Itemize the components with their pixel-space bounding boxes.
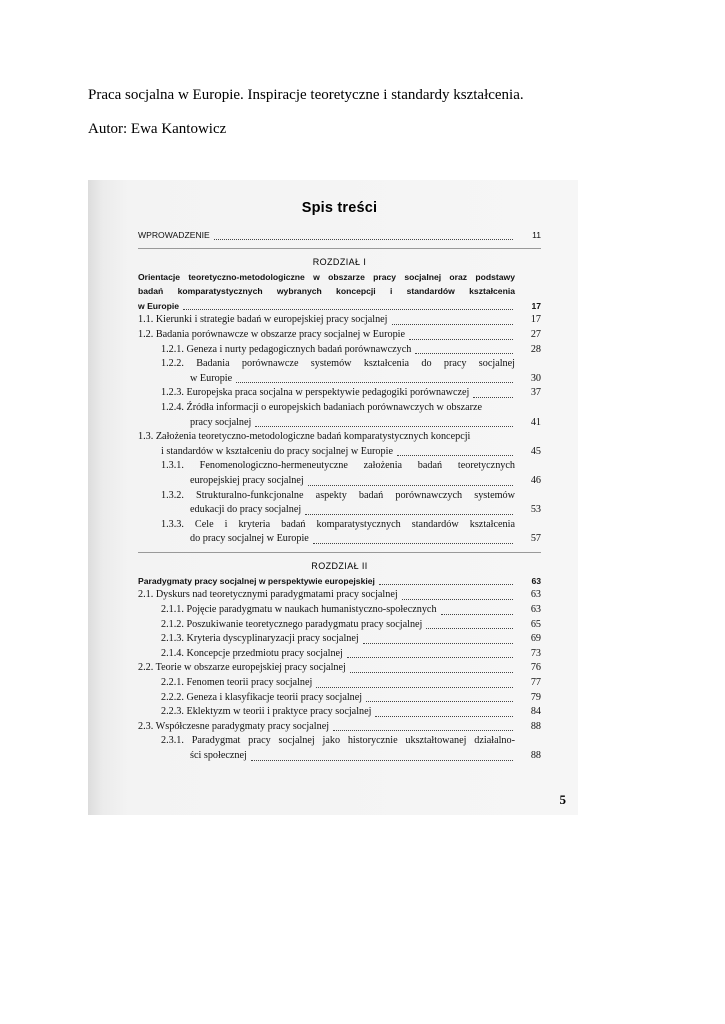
toc-entry-1-3-3 — [138, 532, 541, 547]
toc-entry-2-1-1 — [138, 603, 541, 618]
toc-page-number: 69 — [530, 633, 541, 645]
toc-content — [138, 200, 541, 764]
scanned-toc-page — [88, 180, 578, 815]
toc-entry-label: edukacji do pracy socjalnej — [190, 504, 302, 516]
toc-entry-2-2-2 — [138, 691, 541, 706]
toc-entry-line: 1.3.3. Cele i kryteria badań komparatystycznych standardów kształcenia — [161, 518, 515, 530]
toc-page-number: 77 — [530, 677, 541, 689]
toc-entry-line: 1.3.1. Fenomenologiczno-hermeneutyczne założenia badań teoretycznych — [161, 460, 515, 472]
toc-entry-2-1-3 — [138, 632, 541, 647]
leader-dots — [350, 672, 513, 673]
toc-entry-label: do pracy socjalnej w Europie — [190, 533, 309, 545]
leader-dots — [441, 614, 513, 615]
toc-page-number: 30 — [530, 372, 541, 384]
toc-entry-2-1 — [138, 588, 541, 603]
leader-dots — [473, 397, 513, 398]
leader-dots — [214, 239, 513, 240]
toc-entry-label: WPROWADZENIE — [138, 230, 210, 240]
toc-page-number: 41 — [530, 416, 541, 428]
toc-entry-chapter2 — [138, 574, 541, 589]
toc-page-number: 17 — [531, 300, 541, 311]
toc-page-number: 88 — [530, 750, 541, 761]
leader-dots — [313, 543, 513, 544]
document-title: Praca socjalna w Europie. Inspiracje teoretyczne i standardy kształcenia. — [88, 87, 524, 103]
toc-entry-label: ści społecznej — [190, 750, 247, 761]
toc-entry-2-3 — [138, 720, 541, 735]
toc-entry-2-2-1 — [138, 676, 541, 691]
toc-entry-label: 2.2.3. Eklektyzm w teorii i praktyce pracy socjalnej — [161, 706, 372, 718]
toc-entry-label: 2.2. Teorie w obszarze europejskiej pracy socjalnej — [138, 662, 346, 674]
toc-entry-2-2-3 — [138, 705, 541, 720]
toc-page-number: 65 — [530, 618, 541, 630]
leader-dots — [426, 628, 513, 629]
toc-entry-label: 2.1.2. Poszukiwanie teoretycznego paradygmatu pracy socjalnej — [161, 618, 423, 630]
toc-page-number: 63 — [530, 589, 541, 601]
toc-page-number: 63 — [530, 604, 541, 616]
page-number: 5 — [559, 792, 566, 807]
leader-dots — [397, 455, 513, 456]
leader-dots — [392, 324, 513, 325]
toc-entry-intro — [138, 228, 541, 243]
toc-entry-label: 2.1. Dyskurs nad teoretycznymi paradygmatami pracy socjalnej — [138, 589, 398, 601]
toc-entry-label: europejskiej pracy socjalnej — [190, 474, 304, 486]
leader-dots — [375, 716, 513, 717]
toc-entry-line: 1.3.2. Strukturalno-funkcjonalne aspekty badań porównawczych systemów — [161, 489, 515, 501]
toc-entry-label: 2.2.1. Fenomen teorii pracy socjalnej — [161, 677, 313, 689]
toc-entry-chapter1 — [138, 299, 541, 314]
separator — [138, 248, 541, 249]
toc-page-number: 27 — [530, 328, 541, 340]
toc-entry-1-3 — [138, 445, 541, 460]
toc-page-number: 46 — [530, 474, 541, 486]
leader-dots — [379, 584, 513, 585]
leader-dots — [251, 760, 513, 761]
chapter-label-1: ROZDZIAŁ I — [312, 256, 367, 267]
toc-entry-label: w Europie — [190, 372, 233, 384]
toc-entry-label: pracy socjalnej — [190, 416, 252, 428]
leader-dots — [308, 485, 513, 486]
toc-entry-1-1 — [138, 313, 541, 328]
toc-page-number: 45 — [530, 445, 541, 457]
separator — [138, 552, 541, 553]
toc-page-number: 88 — [530, 720, 541, 732]
toc-entry-line: 1.2.4. Źródła informacji o europejskich badaniach porównawczych w obszarze — [161, 401, 483, 413]
toc-entry-1-2-1 — [138, 343, 541, 358]
chapter-title: Paradygmaty pracy socjalnej w perspektywie europejskiej — [138, 575, 375, 586]
toc-page-number: 11 — [532, 230, 541, 240]
document-author: Autor: Ewa Kantowicz — [88, 121, 227, 137]
toc-entry-2-1-4 — [138, 647, 541, 662]
chapter-title-line: Orientacje teoretyczno-metodologiczne w obszarze pracy socjalnej oraz podstawy — [138, 271, 515, 282]
toc-entry-1-2-4 — [138, 416, 541, 431]
leader-dots — [366, 701, 513, 702]
toc-page-number: 53 — [530, 504, 541, 516]
chapter-title-line: badań komparatystycznych wybranych koncepcji i standardów kształcenia — [138, 286, 515, 297]
leader-dots — [236, 382, 513, 383]
toc-entry-1-2 — [138, 328, 541, 343]
toc-entry-1-2-3 — [138, 386, 541, 401]
toc-entry-label: i standardów w kształceniu do pracy socjalnej w Europie — [161, 445, 393, 457]
leader-dots — [347, 657, 513, 658]
leader-dots — [415, 353, 513, 354]
toc-entry-line: 1.3. Założenia teoretyczno-metodologiczne badań komparatystycznych koncepcji — [138, 431, 471, 443]
toc-entry-1-3-2 — [138, 503, 541, 518]
leader-dots — [333, 730, 513, 731]
toc-entry-label: 2.1.1. Pojęcie paradygmatu w naukach humanistyczno-społecznych — [161, 604, 437, 616]
chapter-title-last: w Europie — [138, 300, 180, 311]
toc-page-number: 79 — [530, 691, 541, 703]
toc-entry-label: 2.1.3. Kryteria dyscyplinaryzacji pracy socjalnej — [161, 633, 359, 645]
toc-page-number: 37 — [530, 387, 541, 399]
toc-page-number: 57 — [530, 533, 541, 545]
toc-page-number: 17 — [530, 314, 541, 326]
toc-entry-2-2 — [138, 661, 541, 676]
toc-entry-label: 1.2. Badania porównawcze w obszarze pracy socjalnej w Europie — [138, 328, 406, 340]
toc-page-number: 76 — [530, 662, 541, 674]
leader-dots — [402, 599, 513, 600]
toc-page-number: 84 — [530, 706, 541, 718]
toc-page-number: 63 — [531, 575, 541, 586]
toc-entry-2-3-1 — [138, 749, 541, 764]
toc-page-number: 73 — [530, 647, 541, 659]
toc-page-number: 28 — [530, 343, 541, 355]
toc-entry-line: 2.3.1. Paradygmat pracy socjalnej jako historycznie ukształtowanej działalno- — [161, 735, 515, 747]
toc-entry-label: 2.3. Współczesne paradygmaty pracy socjalnej — [138, 720, 330, 732]
leader-dots — [255, 426, 513, 427]
leader-dots — [409, 339, 513, 340]
toc-entry-label: 1.2.1. Geneza i nurty pedagogicznych badań porównawczych — [161, 343, 412, 355]
toc-heading: Spis treści — [301, 200, 378, 216]
toc-entry-2-1-2 — [138, 618, 541, 633]
toc-entry-label: 1.1. Kierunki i strategie badań w europejskiej pracy socjalnej — [138, 314, 388, 326]
leader-dots — [316, 687, 513, 688]
leader-dots — [183, 309, 513, 310]
chapter-label-2: ROZDZIAŁ II — [311, 560, 368, 571]
toc-entry-line: 1.2.2. Badania porównawcze systemów kształcenia do pracy socjalnej — [161, 358, 515, 370]
toc-entry-1-3-1 — [138, 474, 541, 489]
toc-entry-1-2-2 — [138, 372, 541, 387]
leader-dots — [363, 643, 513, 644]
toc-entry-label: 2.2.2. Geneza i klasyfikacje teorii pracy socjalnej — [161, 691, 363, 703]
toc-entry-label: 2.1.4. Koncepcje przedmiotu pracy socjalnej — [161, 647, 343, 659]
leader-dots — [305, 514, 513, 515]
toc-entry-label: 1.2.3. Europejska praca socjalna w perspektywie pedagogiki porównawczej — [161, 387, 470, 399]
